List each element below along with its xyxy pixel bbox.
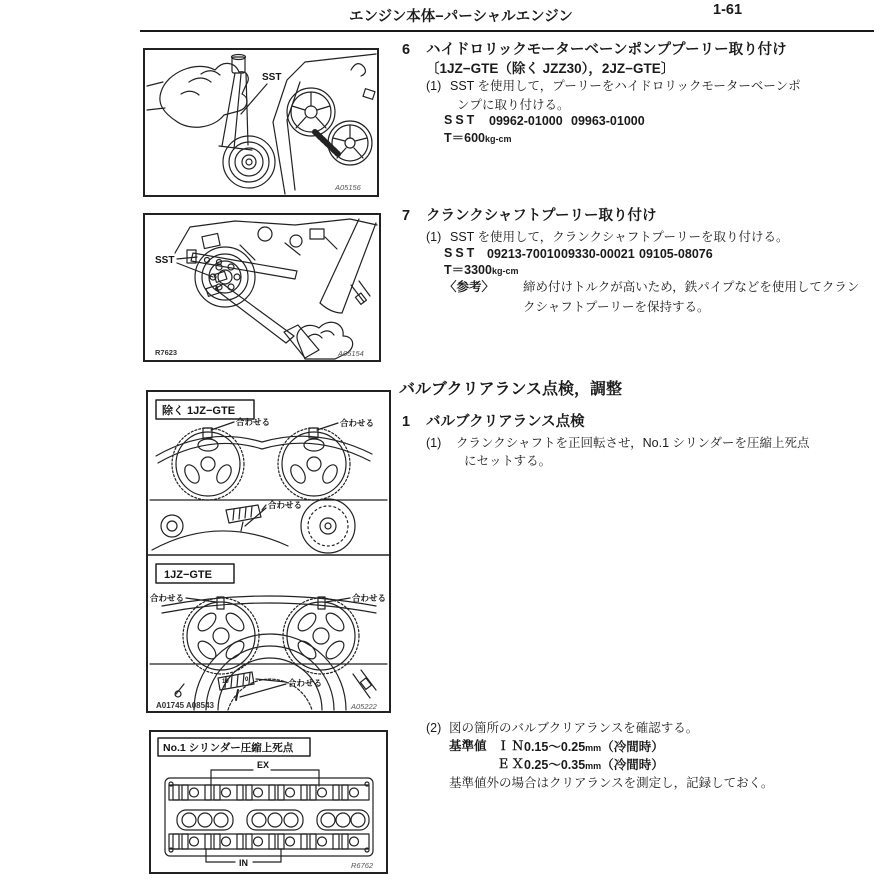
valve-step2-number: (2) xyxy=(426,721,442,735)
arm-illustration xyxy=(320,219,376,313)
align-callout: 合わせる xyxy=(352,593,387,603)
engine-background-illustration xyxy=(273,54,376,194)
section6-step1-line1: SST を使用して，プーリーをハイドロリックモーターベーンポ xyxy=(450,79,801,93)
valve-step2-line1: 図の箇所のバルブクリアランスを確認する。 xyxy=(449,721,699,735)
section7-number: 7 xyxy=(402,208,411,224)
figure-code: A05156 xyxy=(335,183,361,192)
figure-timing-marks xyxy=(146,390,391,713)
valve-heading: バルブクリアランス点検，調整 xyxy=(399,381,623,398)
panel2-label: 1JZ−GTE xyxy=(164,569,212,581)
figure-code-left: R7623 xyxy=(155,348,178,357)
wrench-illustration xyxy=(215,284,319,358)
section7-title: クランクシャフトプーリー取り付け xyxy=(426,208,657,224)
figure-crank-pulley-install xyxy=(143,213,381,362)
section7-step1-line1: SST を使用して，クランクシャフトプーリーを取り付ける。 xyxy=(450,230,789,244)
align-callout: 合わせる xyxy=(268,500,303,510)
ex-label: EX xyxy=(257,760,270,770)
scale-0: 0 xyxy=(245,677,249,683)
align-callout: 合わせる xyxy=(236,417,271,427)
section6-step1-number: (1) xyxy=(426,79,442,93)
torque-value: T＝600 xyxy=(444,131,485,145)
section7-sst-number-2: 09330-00021 xyxy=(561,247,635,261)
align-callout: 合わせる xyxy=(340,418,375,428)
spec-in-row xyxy=(524,741,664,755)
tdc-title: No.1 シリンダー圧縮上死点 xyxy=(163,742,294,754)
figure-code: R6762 xyxy=(351,861,374,870)
section6-torque xyxy=(444,132,512,146)
section7-sst-number-3: 09105-08076 xyxy=(639,247,713,261)
cam-gear-left xyxy=(172,428,244,500)
section6-number: 6 xyxy=(402,42,411,58)
figure-no1-tdc xyxy=(149,730,388,874)
align-callout: 合わせる xyxy=(288,678,323,688)
spec-ex-row xyxy=(524,759,664,773)
panel-1jz xyxy=(150,564,387,710)
valve-step1-line1: クランクシャフトを正回転させ，No.1 シリンダーを圧縮上死点 xyxy=(456,436,810,450)
sst-label: SST xyxy=(155,255,175,266)
header-rule xyxy=(140,30,874,32)
valve-sub-number: 1 xyxy=(402,414,411,430)
in-camshaft xyxy=(169,834,369,849)
ex-camshaft xyxy=(169,785,369,800)
align-callout: 合わせる xyxy=(150,593,185,603)
oil-pump-detail xyxy=(152,499,355,553)
spec-label: 基準値 xyxy=(449,739,487,753)
spark-plug-ports xyxy=(177,810,369,830)
in-marker xyxy=(206,849,281,868)
section7-sst-label: SST xyxy=(444,246,478,260)
spec-in-unit: mm xyxy=(585,743,602,753)
valve-step1-line2: にセットする。 xyxy=(464,454,552,468)
spec-ex-value: 0.25〜0.35 xyxy=(524,758,586,772)
section6-sst-number-1: 09962-01000 xyxy=(489,114,563,128)
torque-value: T＝3300 xyxy=(444,263,492,277)
valve-step1-number: (1) xyxy=(426,436,442,450)
section7-sst-number-1: 09213-70010 xyxy=(487,247,561,261)
torque-unit: kg-cm xyxy=(485,134,512,144)
figure-codes-left: A01745 A08543 xyxy=(156,701,214,710)
section7-ref-line1: 締め付けトルクが高いため，鉄パイプなどを使用してクラン xyxy=(523,280,860,294)
header-title: エンジン本体−パーシャルエンジン xyxy=(349,9,573,25)
torque-unit: kg-cm xyxy=(491,266,519,276)
section6-step1-line2: ンプに取り付ける。 xyxy=(457,98,570,112)
panel1-label: 除く 1JZ−GTE xyxy=(162,405,236,417)
section6-subtitle: 〔1JZ−GTE（除く JZZ30），2JZ−GTE〕 xyxy=(426,61,675,76)
pump-pulley-illustration xyxy=(223,136,275,188)
spec-ex-label: ＥＸ xyxy=(497,757,527,771)
page-number: 1-61 xyxy=(713,2,743,18)
section7-step1-number: (1) xyxy=(426,230,442,244)
figure-code-right: A05222 xyxy=(351,702,377,711)
ex-marker xyxy=(211,760,319,786)
crank-pulley-illustration xyxy=(195,247,255,307)
crank-pulley-detail xyxy=(175,634,376,710)
spec-ex-unit: mm xyxy=(585,761,602,771)
in-label: IN xyxy=(239,858,248,868)
spec-in-cond: （冷間時） xyxy=(601,740,664,754)
section7-torque xyxy=(444,264,518,278)
spec-in-label: ＩＮ xyxy=(497,739,527,753)
section7-ref-label: 〈参考〉 xyxy=(444,280,495,294)
spec-in-value: 0.15〜0.25 xyxy=(524,740,586,754)
valve-note: 基準値外の場合はクリアランスを測定し，記録しておく。 xyxy=(449,776,774,790)
cam-gear-right xyxy=(278,428,350,500)
section6-sst-number-2: 09963-01000 xyxy=(571,114,645,128)
panel-non-1jz xyxy=(150,400,387,553)
section6-title: ハイドロリックモーターベーンポンププーリー取り付け xyxy=(426,42,787,58)
section6-sst-label: SST xyxy=(444,113,478,127)
figure-code-right: A05154 xyxy=(338,349,364,358)
valve-sub-title: バルブクリアランス点検 xyxy=(426,414,585,430)
sst-label: SST xyxy=(262,72,282,83)
figure-pump-pulley-install xyxy=(143,48,379,197)
spec-ex-cond: （冷間時） xyxy=(601,758,664,772)
section7-ref-line2: クシャフトプーリーを保持する。 xyxy=(523,300,710,314)
scale-10: 10 xyxy=(222,679,229,685)
